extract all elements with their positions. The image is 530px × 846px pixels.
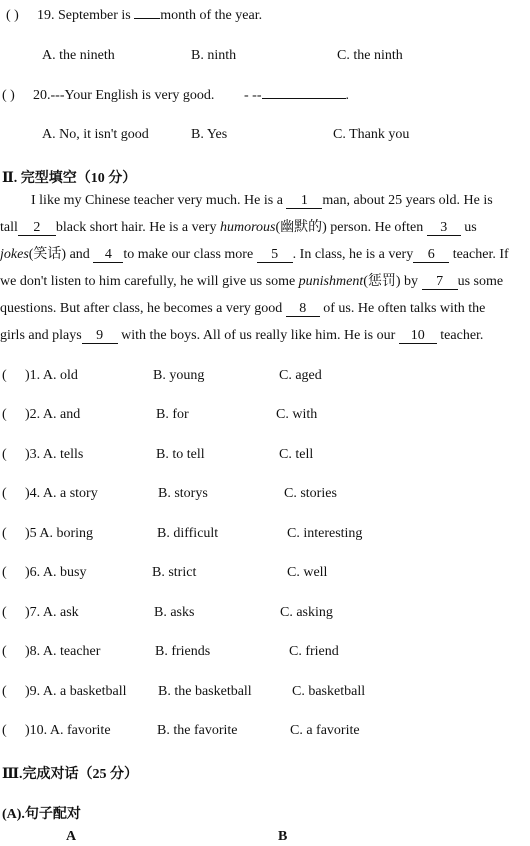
blank-5[interactable]: 5 (257, 248, 293, 263)
cloze-passage (0, 187, 526, 349)
option-a: )8. A. teacher (25, 644, 101, 659)
passage-line: I like my Chinese teacher very much. He is a 1 man, about 25 years old. He is (31, 193, 493, 208)
passage-line: questions. But after class, he becomes a very good 8 of us. He often talks with the (0, 301, 486, 316)
option-a: )4. A. a story (25, 486, 98, 501)
option-a: )5 A. boring (25, 526, 94, 541)
blank-2[interactable]: 2 (18, 221, 56, 236)
answer-bracket: ( ) (6, 8, 19, 23)
blank-9[interactable]: 9 (82, 329, 118, 344)
answer-bracket[interactable]: ( (2, 486, 7, 501)
option-b: B. asks (154, 605, 195, 620)
blank-3[interactable]: 3 (427, 221, 461, 236)
option-b: B. strict (152, 565, 197, 580)
option-b: B. friends (155, 644, 211, 659)
option-a: )3. A. tells (25, 447, 84, 462)
option-a: )7. A. ask (25, 605, 79, 620)
option-b: B. Yes (191, 127, 228, 142)
option-a: A. No, it isn't good (42, 127, 149, 142)
answer-bracket[interactable]: ( (2, 605, 7, 620)
answer-bracket[interactable]: ( (2, 407, 7, 422)
answer-blank[interactable] (134, 18, 160, 19)
option-c: C. well (287, 565, 328, 580)
option-a: A. the nineth (42, 48, 115, 63)
answer-bracket[interactable]: ( (2, 723, 7, 738)
answer-bracket[interactable]: ( (2, 684, 7, 699)
blank-8[interactable]: 8 (286, 302, 320, 317)
option-c: C. with (276, 407, 318, 422)
dialogue-response: - -- . (244, 88, 349, 103)
section-3-subtitle: (A).句子配对 (2, 807, 81, 822)
passage-line: tall 2 black short hair. He is a very humorous(幽默的) person. He often 3 us (0, 220, 477, 235)
blank-4[interactable]: 4 (93, 248, 123, 263)
option-c: C. Thank you (333, 127, 410, 142)
answer-bracket[interactable]: ( (2, 644, 7, 659)
question-stem: 20.---Your English is very good. (33, 88, 215, 103)
answer-bracket: ( ) (2, 88, 15, 103)
option-b: B. for (156, 407, 189, 422)
column-b-header: B (278, 829, 288, 844)
option-a: )9. A. a basketball (25, 684, 127, 699)
option-a: )2. A. and (25, 407, 81, 422)
section-3-title: Ⅲ.完成对话（25 分） (2, 767, 139, 782)
option-a: )1. A. old (25, 368, 78, 383)
option-c: C. asking (280, 605, 333, 620)
option-c: C. interesting (287, 526, 363, 541)
question-stem: 19. September is month of the year. (37, 8, 263, 23)
option-c: C. the ninth (337, 48, 403, 63)
answer-bracket[interactable]: ( (2, 447, 7, 462)
option-a: )10. A. favorite (25, 723, 111, 738)
option-c: C. stories (284, 486, 337, 501)
answer-bracket[interactable]: ( (2, 368, 7, 383)
blank-7[interactable]: 7 (422, 275, 458, 290)
column-a-header: A (66, 829, 77, 844)
answer-bracket[interactable]: ( (2, 526, 7, 541)
blank-10[interactable]: 10 (399, 329, 437, 344)
blank-6[interactable]: 6 (413, 248, 449, 263)
option-c: C. a favorite (290, 723, 360, 738)
option-c: C. aged (279, 368, 322, 383)
option-c: C. tell (279, 447, 314, 462)
option-b: B. difficult (157, 526, 219, 541)
option-b: B. young (153, 368, 205, 383)
section-2-title: Ⅱ. 完型填空（10 分） (2, 171, 137, 186)
passage-line: we don't listen to him carefully, he will give us some punishment(惩罚) by 7 us some (0, 274, 504, 289)
option-b: B. the basketball (158, 684, 252, 699)
option-a: )6. A. busy (25, 565, 87, 580)
option-b: B. ninth (191, 48, 237, 63)
passage-line: girls and plays 9 with the boys. All of us really like him. He is our 10 teacher. (0, 328, 484, 343)
passage-line: jokes(笑话) and 4 to make our class more 5 . In class, he is a very 6 teacher. If (0, 247, 509, 262)
option-c: C. basketball (292, 684, 366, 699)
option-b: B. the favorite (157, 723, 238, 738)
option-c: C. friend (289, 644, 339, 659)
answer-blank[interactable] (262, 98, 346, 99)
option-b: B. to tell (156, 447, 205, 462)
blank-1[interactable]: 1 (286, 194, 322, 209)
option-b: B. storys (158, 486, 208, 501)
answer-bracket[interactable]: ( (2, 565, 7, 580)
